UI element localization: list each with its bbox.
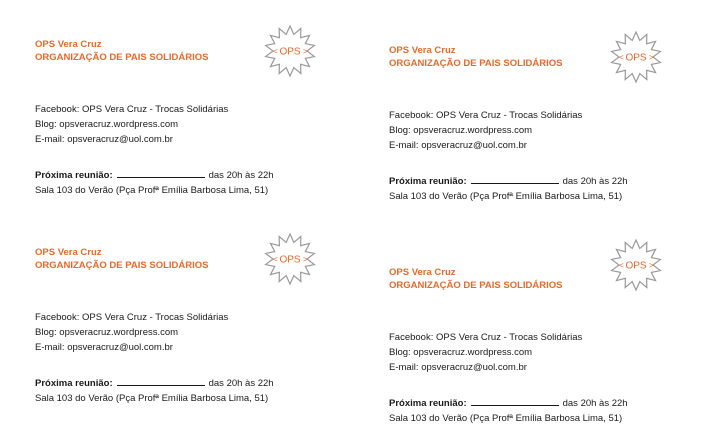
facebook-text: Facebook: OPS Vera Cruz - Trocas Solidárias bbox=[35, 104, 229, 115]
org-full-name: ORGANIZAÇÃO DE PAIS SOLIDÁRIOS bbox=[35, 260, 209, 271]
ops-logo bbox=[263, 24, 317, 78]
logo-text: OPS bbox=[625, 260, 647, 272]
meeting-label: Próxima reunião: bbox=[35, 378, 113, 389]
meeting-time: das 20h às 22h bbox=[562, 176, 628, 187]
meeting-time: das 20h às 22h bbox=[208, 170, 274, 181]
contact-info bbox=[389, 108, 582, 153]
logo-text: OPS bbox=[279, 46, 301, 58]
email-text: E-mail: opsveracruz@uol.com.br bbox=[389, 140, 527, 151]
meeting-location: Sala 103 do Verão (Pça Profª Emília Barbosa Lima, 51) bbox=[35, 185, 269, 196]
date-blank bbox=[471, 175, 559, 184]
meeting-location: Sala 103 do Verão (Pça Profª Emília Barbosa Lima, 51) bbox=[389, 413, 623, 424]
logo-left-chevron-icon: < bbox=[619, 261, 624, 270]
flyer-card-1 bbox=[35, 38, 355, 218]
flyer-card-3 bbox=[35, 246, 355, 426]
meeting-location: Sala 103 do Verão (Pça Profª Emília Barbosa Lima, 51) bbox=[35, 393, 269, 404]
meeting-info bbox=[389, 396, 628, 426]
ops-star-icon bbox=[263, 24, 317, 78]
org-short-name: OPS Vera Cruz bbox=[35, 247, 102, 258]
org-short-name: OPS Vera Cruz bbox=[35, 39, 102, 50]
blog-text: Blog: opsveracruz.wordpress.com bbox=[389, 347, 533, 358]
facebook-text: Facebook: OPS Vera Cruz - Trocas Solidárias bbox=[389, 110, 583, 121]
meeting-info bbox=[35, 376, 274, 406]
logo-right-chevron-icon: > bbox=[649, 53, 654, 62]
ops-star-icon bbox=[609, 30, 663, 84]
logo-right-chevron-icon: > bbox=[649, 261, 654, 270]
meeting-time: das 20h às 22h bbox=[208, 378, 274, 389]
ops-star-icon bbox=[263, 232, 317, 286]
ops-logo bbox=[609, 238, 663, 292]
blog-text: Blog: opsveracruz.wordpress.com bbox=[35, 119, 179, 130]
meeting-info bbox=[35, 168, 274, 198]
facebook-text: Facebook: OPS Vera Cruz - Trocas Solidárias bbox=[35, 312, 229, 323]
email-text: E-mail: opsveracruz@uol.com.br bbox=[389, 362, 527, 373]
logo-right-chevron-icon: > bbox=[303, 255, 308, 264]
org-short-name: OPS Vera Cruz bbox=[389, 45, 456, 56]
org-short-name: OPS Vera Cruz bbox=[389, 267, 456, 278]
date-blank bbox=[117, 377, 205, 386]
logo-left-chevron-icon: < bbox=[273, 47, 278, 56]
blog-text: Blog: opsveracruz.wordpress.com bbox=[389, 125, 533, 136]
logo-text: OPS bbox=[279, 254, 301, 266]
meeting-time: das 20h às 22h bbox=[562, 398, 628, 409]
date-blank bbox=[117, 169, 205, 178]
meeting-location: Sala 103 do Verão (Pça Profª Emília Barbosa Lima, 51) bbox=[389, 191, 623, 202]
ops-logo bbox=[263, 232, 317, 286]
email-text: E-mail: opsveracruz@uol.com.br bbox=[35, 134, 173, 145]
facebook-text: Facebook: OPS Vera Cruz - Trocas Solidárias bbox=[389, 332, 583, 343]
blog-text: Blog: opsveracruz.wordpress.com bbox=[35, 327, 179, 338]
flyer-card-2 bbox=[389, 44, 709, 224]
org-full-name: ORGANIZAÇÃO DE PAIS SOLIDÁRIOS bbox=[389, 58, 563, 69]
meeting-info bbox=[389, 174, 628, 204]
logo-right-chevron-icon: > bbox=[303, 47, 308, 56]
ops-logo bbox=[609, 30, 663, 84]
contact-info bbox=[389, 330, 582, 375]
date-blank bbox=[471, 397, 559, 406]
email-text: E-mail: opsveracruz@uol.com.br bbox=[35, 342, 173, 353]
org-full-name: ORGANIZAÇÃO DE PAIS SOLIDÁRIOS bbox=[389, 280, 563, 291]
meeting-label: Próxima reunião: bbox=[35, 170, 113, 181]
meeting-label: Próxima reunião: bbox=[389, 398, 467, 409]
ops-star-icon bbox=[609, 238, 663, 292]
org-full-name: ORGANIZAÇÃO DE PAIS SOLIDÁRIOS bbox=[35, 52, 209, 63]
logo-left-chevron-icon: < bbox=[619, 53, 624, 62]
logo-text: OPS bbox=[625, 52, 647, 64]
contact-info bbox=[35, 102, 228, 147]
meeting-label: Próxima reunião: bbox=[389, 176, 467, 187]
flyer-card-4 bbox=[389, 260, 709, 446]
contact-info bbox=[35, 310, 228, 355]
logo-left-chevron-icon: < bbox=[273, 255, 278, 264]
